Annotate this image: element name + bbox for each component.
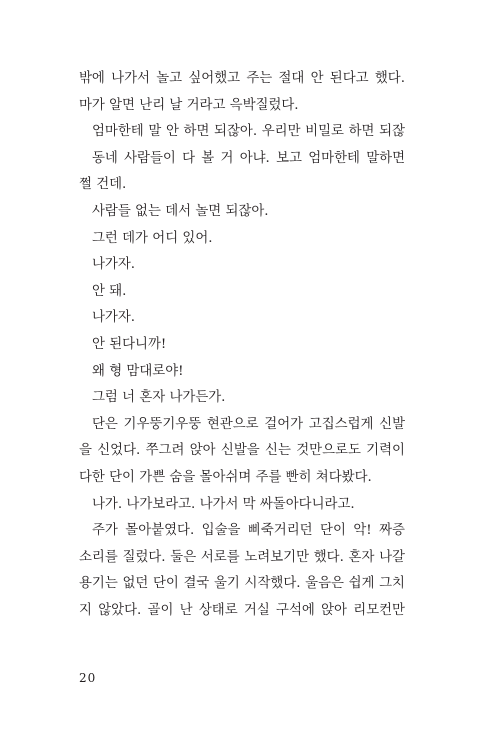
text-line: 그럼 너 혼자 나가든가. [92, 390, 226, 406]
text-line: 소리를 질렀다. 둘은 서로를 노려보기만 했다. 혼자 나갈 [79, 549, 405, 565]
text-line: 안 돼. [92, 283, 127, 299]
text-line: 나가자. [92, 257, 136, 273]
text-line: 밖에 나가서 놀고 싶어했고 주는 절대 안 된다고 했다. [79, 71, 405, 86]
text-line: 단은 기우뚱기우뚱 현관으로 걸어가 고집스럽게 신발 [92, 416, 405, 432]
text-line: 왜 형 맘대로야! [92, 363, 184, 379]
text-line: 용기는 없던 단이 결국 울기 시작했다. 울음은 쉽게 그치 [79, 576, 405, 592]
text-line: 나가자. [92, 310, 136, 326]
text-line: 안 된다니까! [92, 336, 167, 352]
page-number: 20 [79, 671, 97, 685]
text-line: 쩔 건데. [79, 177, 127, 193]
text-line: 을 신었다. 쭈그려 앉아 신발을 신는 것만으로도 기력이 [79, 443, 405, 459]
text-line: 동네 사람들이 다 볼 거 아냐. 보고 엄마한테 말하면 [92, 150, 405, 166]
text-line: 엄마한테 말 안 하면 되잖아. 우리만 비밀로 하면 되잖 [92, 124, 405, 140]
text-line: 지 않았다. 골이 난 상태로 거실 구석에 앉아 리모컨만 [79, 602, 405, 618]
text-line: 주가 몰아붙였다. 입술을 삐죽거리던 단이 악! 짜증 [92, 523, 405, 539]
text-line: 마가 알면 난리 날 거라고 윽박질렀다. [79, 97, 299, 113]
text-line: 나가. 나가보라고. 나가서 막 싸돌아다니라고. [92, 496, 355, 512]
text-line: 사람들 없는 데서 놀면 되잖아. [92, 203, 269, 219]
text-line: 다한 단이 가쁜 숨을 몰아쉬며 주를 빤히 쳐다봤다. [79, 469, 372, 485]
text-line: 그런 데가 어디 있어. [92, 230, 213, 246]
body-text [79, 66, 405, 624]
